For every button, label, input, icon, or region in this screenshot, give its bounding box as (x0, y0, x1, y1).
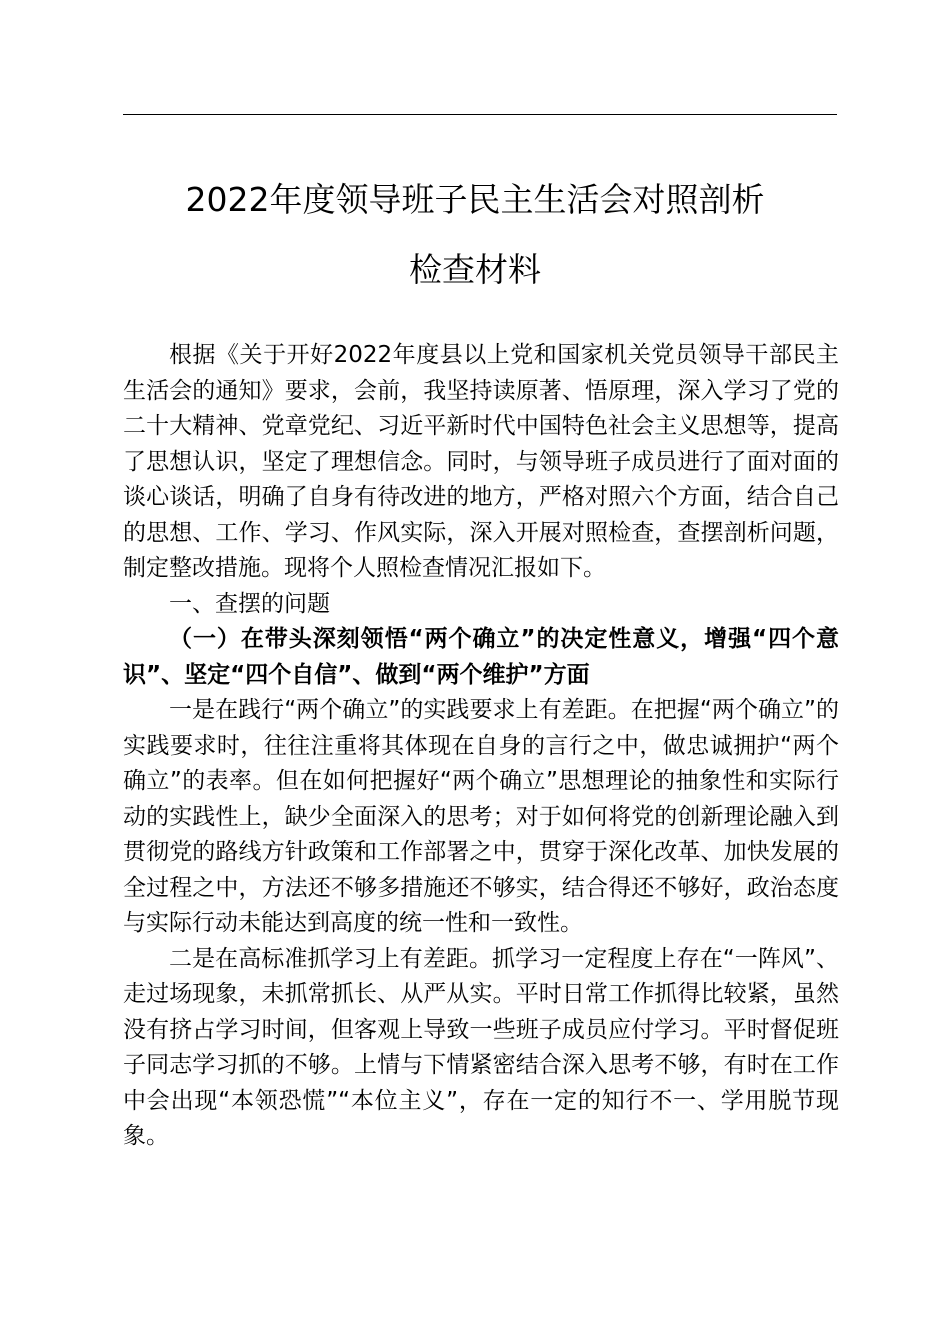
section-heading: 一、查摆的问题 (169, 590, 330, 617)
document-title-line-2: 检查材料 (409, 250, 541, 289)
intro-paragraph: 根据《关于开好2022年度县以上党和国家机关党员领导干部民主生活会的通知》要求，会前，我坚持读原著、悟原理，深入学习了党的二十大精神、党章党纪、习近平新时代中国特色社会主义思想等，提高了思想认识，坚定了理想信念。同时，与领导班子成员进行了面对面的谈心谈话，明确了自身有待改进的地方，严格对照六个方面，结合自己的思想、工作、学习、作风实际，深入开展对照检查，查摆剖析问题，制定整改措施。现将个人照检查情况汇报如下。 (123, 342, 839, 581)
document-body (123, 338, 839, 1155)
subsection-heading: （一）在带头深刻领悟“两个确立”的决定性意义，增强“四个意识”、坚定“四个自信”、做到“两个维护”方面 (123, 626, 839, 688)
issue-paragraph-1: 一是在践行“两个确立”的实践要求上有差距。在把握“两个确立”的实践要求时，往往注重将其体现在自身的言行之中，做忠诚拥护“两个确立”的表率。但在如何把握好“两个确立”思想理论的抽象性和实际行动的实践性上，缺少全面深入的思考；对于如何将党的创新理论融入到贯彻党的路线方针政策和工作部署之中，贯穿于深化改革、加快发展的全过程之中，方法还不够多措施还不够实，结合得还不够好，政治态度与实际行动未能达到高度的统一性和一致性。 (123, 697, 839, 936)
header-rule (123, 114, 837, 115)
document-title-line-1: 2022年度领导班子民主生活会对照剖析 (185, 180, 765, 219)
issue-paragraph-2: 二是在高标准抓学习上有差距。抓学习一定程度上存在“一阵风”、走过场现象，未抓常抓长、从严从实。平时日常工作抓得比较紧，虽然没有挤占学习时间，但客观上导致一些班子成员应付学习。平时督促班子同志学习抓的不够。上情与下情紧密结合深入思考不够，有时在工作中会出现“本领恐慌”“本位主义”，存在一定的知行不一、学用脱节现象。 (123, 945, 839, 1149)
